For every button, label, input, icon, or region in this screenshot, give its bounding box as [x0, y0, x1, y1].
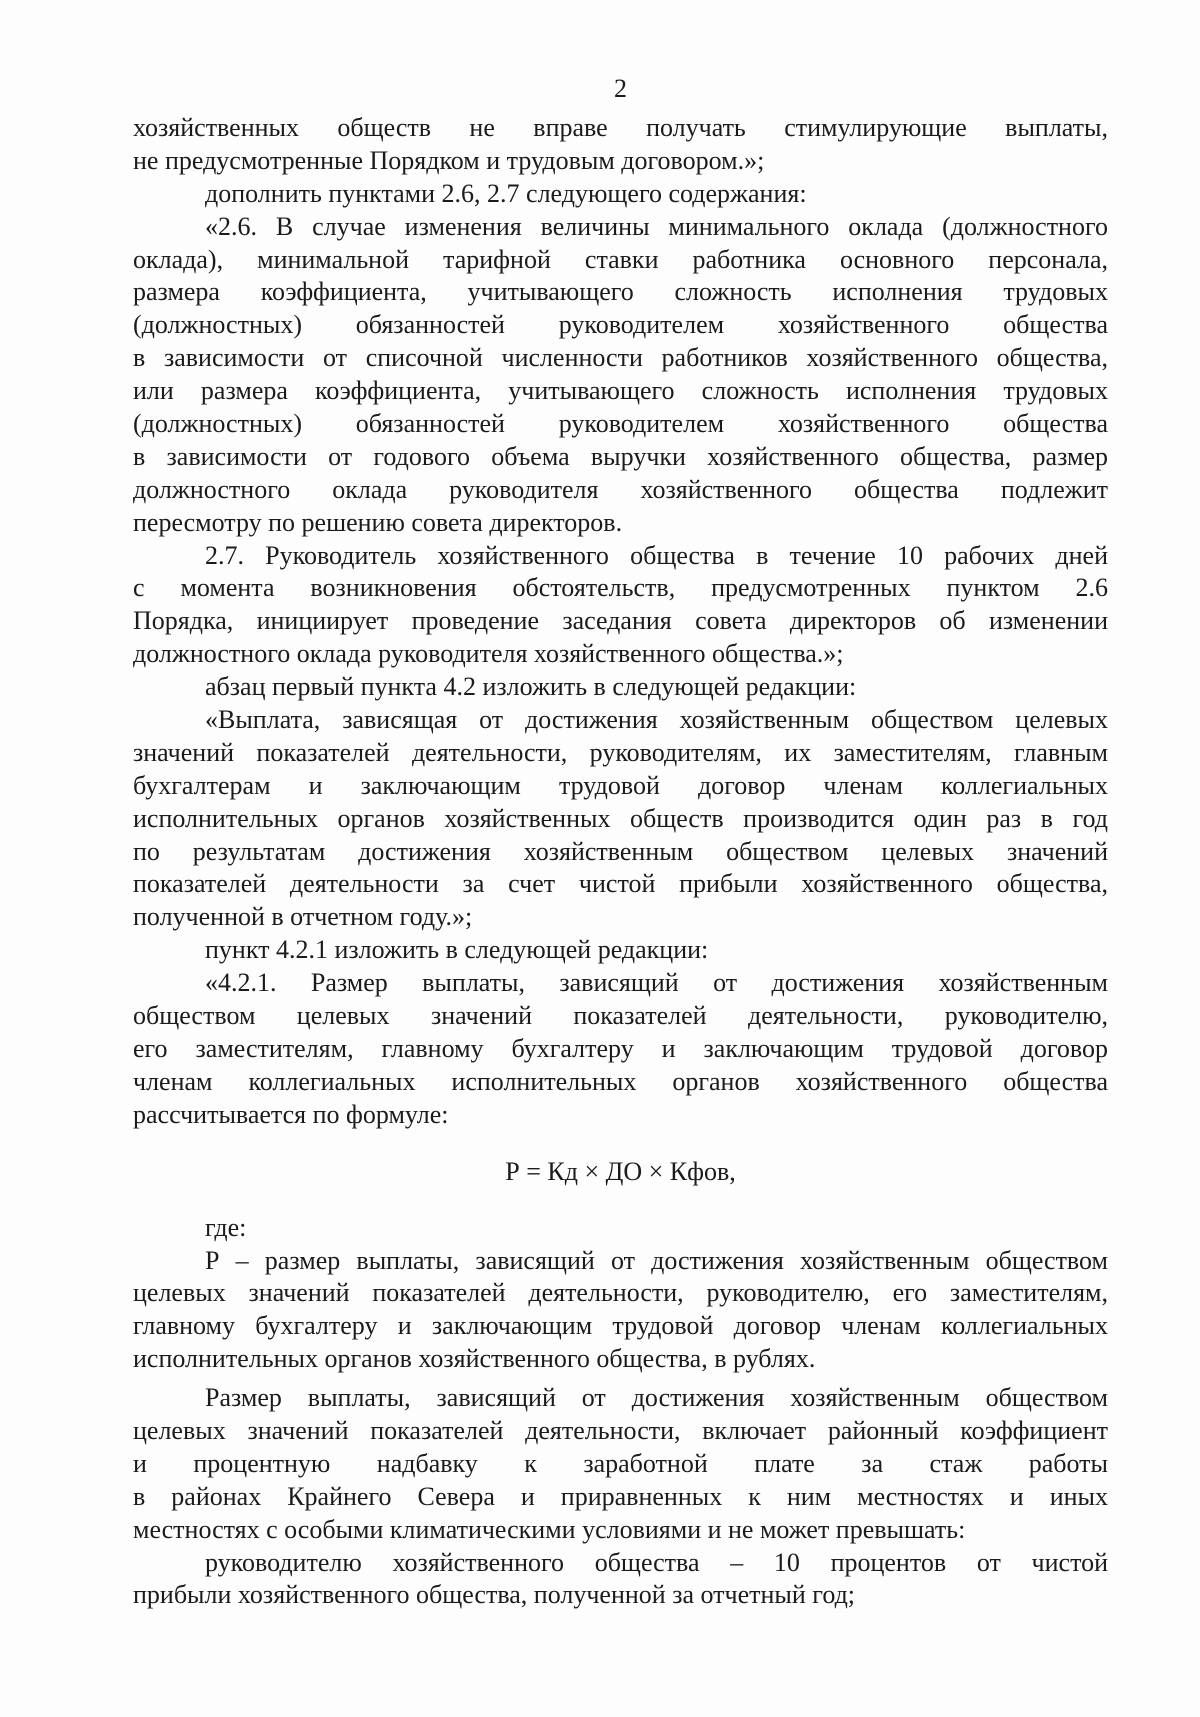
text-line: Р – размер выплаты, зависящий от достижения хозяйственным обществом	[205, 1245, 1108, 1275]
text-line: 2.7. Руководитель хозяйственного общества в течение 10 рабочих дней	[205, 540, 1108, 570]
text-line: значений показателей деятельности, руководителям, их заместителям, главным	[133, 737, 1108, 767]
text-line: рассчитывается по формуле:	[133, 1099, 449, 1129]
text-line: целевых значений показателей деятельности, руководителю, его заместителям,	[133, 1278, 1108, 1308]
text-line: в зависимости от списочной численности работников хозяйственного общества,	[133, 343, 1108, 373]
text-line: (должностных) обязанностей руководителем хозяйственного общества	[133, 310, 1108, 340]
text-line: главному бухгалтеру и заключающим трудовой договор членам коллегиальных	[133, 1311, 1108, 1341]
text-line: «Выплата, зависящая от достижения хозяйственным обществом целевых	[205, 705, 1108, 735]
text-line: должностного оклада руководителя хозяйственного общества.»;	[133, 639, 844, 669]
text-line: членам коллегиальных исполнительных органов хозяйственного общества	[133, 1066, 1108, 1096]
formula: Р = Кд × ДО × Кфов,	[505, 1156, 736, 1186]
document-page	[133, 66, 1108, 1612]
text-line: (должностных) обязанностей руководителем хозяйственного общества	[133, 409, 1108, 439]
text-line: или размера коэффициента, учитывающего сложность исполнения трудовых	[133, 376, 1108, 406]
text-line: размера коэффициента, учитывающего сложность исполнения трудовых	[133, 277, 1108, 307]
text-line: бухгалтерам и заключающим трудовой договор членам коллегиальных	[133, 770, 1108, 800]
text-line: где:	[205, 1212, 247, 1242]
page-number: 2	[614, 74, 627, 103]
text-line: в районах Крайнего Севера и приравненных к ним местностях и иных	[133, 1481, 1108, 1511]
text-line: целевых значений показателей деятельности, включает районный коэффициент	[133, 1415, 1108, 1445]
text-line: должностного оклада руководителя хозяйственного общества подлежит	[133, 474, 1108, 504]
text-line: в зависимости от годового объема выручки хозяйственного общества, размер	[133, 441, 1108, 471]
text-line: местностях с особыми климатическими условиями и не может превышать:	[133, 1514, 966, 1544]
text-line: и процентную надбавку к заработной плате за стаж работы	[133, 1448, 1108, 1478]
text-line: прибыли хозяйственного общества, полученной за отчетный год;	[133, 1580, 856, 1610]
text-line: Порядка, инициирует проведение заседания совета директоров об изменении	[133, 606, 1108, 636]
text-line: обществом целевых значений показателей деятельности, руководителю,	[133, 1001, 1108, 1031]
text-line: дополнить пунктами 2.6, 2.7 следующего содержания:	[205, 178, 807, 208]
text-line: пункт 4.2.1 изложить в следующей редакции:	[205, 935, 709, 965]
text-line: исполнительных органов хозяйственного общества, в рублях.	[133, 1344, 816, 1374]
text-line: не предусмотренные Порядком и трудовым договором.»;	[133, 145, 765, 175]
text-line: полученной в отчетном году.»;	[133, 902, 473, 932]
text-line: показателей деятельности за счет чистой прибыли хозяйственного общества,	[133, 869, 1108, 899]
text-line: «4.2.1. Размер выплаты, зависящий от достижения хозяйственным	[205, 968, 1108, 998]
text-line: его заместителям, главному бухгалтеру и заключающим трудовой договор	[133, 1033, 1108, 1063]
text-line: хозяйственных обществ не вправе получать стимулирующие выплаты,	[133, 113, 1108, 142]
text-line: с момента возникновения обстоятельств, предусмотренных пунктом 2.6	[133, 573, 1108, 603]
text-line: исполнительных органов хозяйственных обществ производится один раз в год	[133, 803, 1108, 833]
text-line: оклада), минимальной тарифной ставки работника основного персонала,	[133, 244, 1108, 274]
text-line: «2.6. В случае изменения величины минимального оклада (должностного	[205, 211, 1108, 241]
text-line: по результатам достижения хозяйственным обществом целевых значений	[133, 836, 1108, 866]
text-line: пересмотру по решению совета директоров.	[133, 507, 623, 537]
text-line: абзац первый пункта 4.2 изложить в следующей редакции:	[205, 672, 857, 702]
text-line: Размер выплаты, зависящий от достижения хозяйственным обществом	[205, 1383, 1108, 1413]
text-line: руководителю хозяйственного общества – 10 процентов от чистой	[205, 1547, 1108, 1577]
